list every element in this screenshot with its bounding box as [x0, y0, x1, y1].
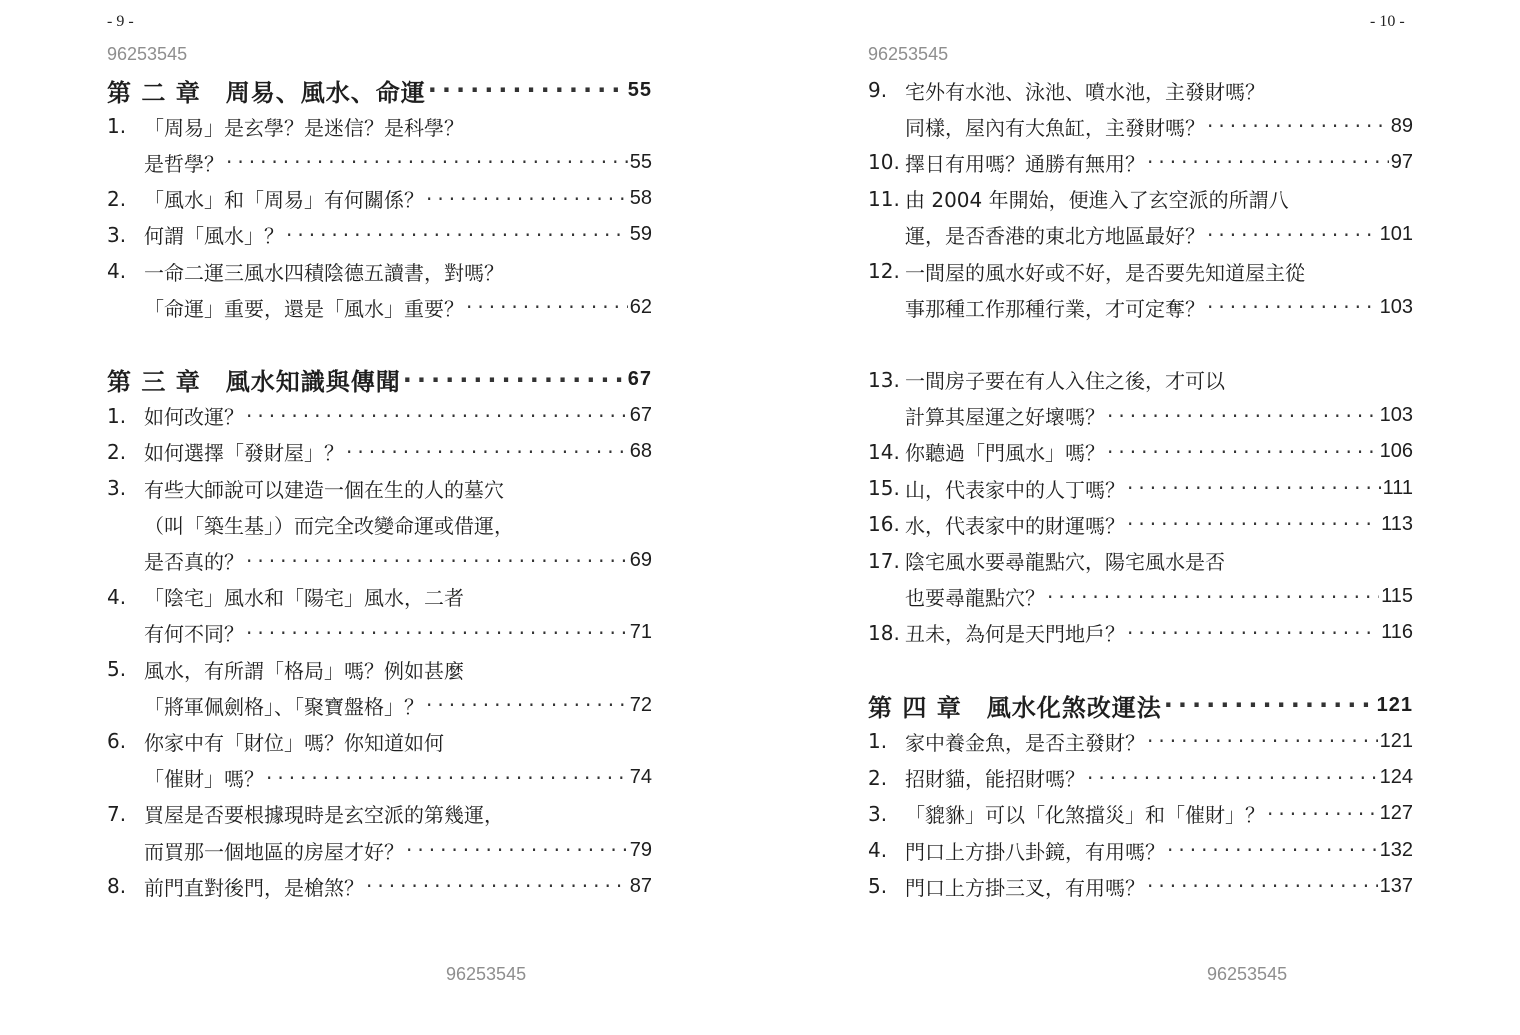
page-ref: 111 — [1382, 476, 1413, 499]
toc-entry — [107, 181, 652, 217]
dot-leader — [403, 366, 626, 394]
dot-leader — [1147, 874, 1378, 898]
entry-text: 山，代表家中的人丁嗎？ — [905, 477, 1125, 502]
page-ref: 103 — [1379, 404, 1413, 427]
entry-text: 由 2004 年開始，便進入了玄空派的所謂八 — [905, 188, 1289, 213]
toc-entry — [868, 615, 1413, 651]
dot-leader — [1107, 404, 1378, 428]
page-ref: 74 — [629, 766, 652, 789]
dot-leader — [366, 874, 628, 898]
dot-leader — [1087, 766, 1378, 790]
entry-text: 運，是否香港的東北方地區最好？ — [905, 224, 1205, 249]
chapter-heading — [107, 72, 652, 108]
entry-text: 有些大師說可以建造一個在生的人的墓穴 — [144, 477, 504, 502]
entry-text: 是否真的？ — [144, 550, 244, 575]
toc-entry — [107, 579, 652, 615]
page-ref: 71 — [629, 621, 652, 644]
entry-text: 計算其屋運之好壞嗎？ — [905, 405, 1105, 430]
toc-entry — [868, 253, 1413, 289]
toc-entry — [107, 651, 652, 687]
entry-number: 1. — [868, 729, 888, 754]
page-ref: 55 — [627, 78, 652, 101]
dot-leader — [1267, 802, 1378, 826]
page-ref: 62 — [629, 295, 652, 318]
dot-leader — [466, 295, 628, 319]
entry-text: 你聽過「門風水」嗎？ — [905, 441, 1105, 466]
entry-text: 一命二運三風水四積陰德五讀書，對嗎？ — [144, 260, 504, 285]
page-ref: 137 — [1379, 874, 1413, 897]
toc-entry — [107, 796, 652, 832]
dot-leader — [286, 223, 628, 247]
dot-leader — [246, 621, 628, 645]
entry-text: （叫「築生基」）而完全改變命運或借運， — [144, 513, 514, 538]
entry-text: 門口上方掛八卦鏡，有用嗎？ — [905, 839, 1165, 864]
dot-leader — [1167, 838, 1378, 862]
page-ref: 89 — [1390, 114, 1413, 137]
page-ref: 127 — [1379, 802, 1413, 825]
entry-text: 你家中有「財位」嗎？你知道如何 — [144, 730, 444, 755]
toc-entry — [868, 470, 1413, 506]
toc-entry — [868, 434, 1413, 470]
entry-text: 而買那一個地區的房屋才好？ — [144, 839, 404, 864]
toc-entry — [868, 796, 1413, 832]
page-ref: 121 — [1376, 693, 1413, 716]
toc-entry — [107, 434, 652, 470]
entry-number: 5. — [868, 874, 888, 899]
entry-text: 家中養金魚，是否主發財？ — [905, 730, 1145, 755]
page-ref: 121 — [1379, 729, 1413, 752]
right-page-number: - 10 - — [1370, 13, 1405, 30]
entry-text: 丑未，為何是天門地戶？ — [905, 622, 1125, 647]
chapter-heading — [107, 362, 652, 398]
page-ref: 115 — [1381, 585, 1413, 608]
entry-text: 「陰宅」風水和「陽宅」風水，二者 — [144, 586, 464, 611]
toc-entry — [868, 72, 1413, 108]
page-ref: 79 — [629, 838, 652, 861]
entry-text: 買屋是否要根據現時是玄空派的第幾運， — [144, 803, 504, 828]
toc-entry — [868, 108, 1413, 144]
dot-leader — [426, 693, 628, 717]
entry-text: 陰宅風水要尋龍點穴，陽宅風水是否 — [905, 550, 1225, 575]
entry-number: 12. — [868, 259, 900, 284]
dot-leader — [1207, 295, 1378, 319]
entry-number: 6. — [107, 729, 127, 754]
dot-leader — [1127, 476, 1381, 500]
dot-leader — [1147, 150, 1389, 174]
entry-number: 4. — [107, 259, 127, 284]
entry-text: 宅外有水池、泳池、噴水池，主發財嗎？ — [905, 79, 1265, 104]
toc-entry — [868, 579, 1413, 615]
entry-number: 7. — [107, 801, 127, 826]
entry-text: 「貔貅」可以「化煞擋災」和「催財」？ — [905, 803, 1265, 828]
entry-text: 同樣，屋內有大魚缸，主發財嗎？ — [905, 115, 1205, 140]
toc-entry — [868, 542, 1413, 578]
dot-leader — [1164, 691, 1375, 719]
toc-entry — [868, 181, 1413, 217]
page-ref: 124 — [1379, 766, 1413, 789]
entry-number: 15. — [868, 476, 900, 501]
entry-text: 事那種工作那種行業，才可定奪？ — [905, 296, 1205, 321]
toc-entry — [868, 760, 1413, 796]
entry-number: 2. — [107, 186, 127, 211]
page-ref: 101 — [1379, 223, 1413, 246]
page-ref: 58 — [629, 187, 652, 210]
right-watermark-bottom: 96253545 — [1207, 964, 1288, 984]
toc-entry — [107, 832, 652, 868]
entry-number: 17. — [868, 548, 900, 573]
entry-number: 4. — [868, 838, 888, 863]
entry-text: 是哲學？ — [144, 151, 224, 176]
toc-entry — [868, 362, 1413, 398]
page-ref: 68 — [629, 440, 652, 463]
entry-number: 5. — [107, 657, 127, 682]
left-page-number: - 9 - — [107, 13, 134, 30]
dot-leader — [1127, 512, 1379, 536]
chapter-title: 第 二 章 周易、風水、命運 — [107, 78, 426, 107]
page-ref: 132 — [1379, 838, 1413, 861]
toc-entry — [107, 217, 652, 253]
entry-text: 「命運」重要，還是「風水」重要？ — [144, 296, 464, 321]
left-watermark-bottom: 96253545 — [446, 964, 527, 984]
entry-number: 18. — [868, 620, 900, 645]
page-ref: 55 — [629, 150, 652, 173]
page-ref: 59 — [629, 223, 652, 246]
entry-text: 「催財」嗎？ — [144, 767, 264, 792]
page-ref: 67 — [627, 368, 652, 391]
page-ref: 72 — [629, 693, 652, 716]
dot-leader — [406, 838, 628, 862]
page-ref: 67 — [629, 404, 652, 427]
entry-number: 8. — [107, 874, 127, 899]
toc-entry — [107, 687, 652, 723]
page-ref: 69 — [629, 549, 652, 572]
toc-entry — [868, 398, 1413, 434]
entry-text: 如何選擇「發財屋」？ — [144, 441, 344, 466]
entry-text: 「風水」和「周易」有何關係？ — [144, 188, 424, 213]
entry-text: 一間屋的風水好或不好，是否要先知道屋主從 — [905, 260, 1305, 285]
right-watermark-top: 96253545 — [868, 44, 949, 64]
page-ref: 87 — [629, 874, 652, 897]
dot-leader — [1127, 621, 1379, 645]
entry-text: 一間房子要在有人入住之後，才可以 — [905, 369, 1225, 394]
entry-text: 有何不同？ — [144, 622, 244, 647]
toc-entry — [107, 108, 652, 144]
spacer — [868, 651, 1413, 687]
entry-number: 3. — [107, 476, 127, 501]
dot-leader — [246, 404, 628, 428]
entry-text: 「將軍佩劍格」、「聚寶盤格」？ — [144, 694, 424, 719]
toc-entry — [107, 398, 652, 434]
page-ref: 103 — [1379, 295, 1413, 318]
toc-entry — [107, 615, 652, 651]
left-watermark-top: 96253545 — [107, 44, 188, 64]
dot-leader — [246, 549, 628, 573]
entry-text: 擇日有用嗎？通勝有無用？ — [905, 151, 1145, 176]
left-toc-column — [107, 72, 652, 904]
entry-number: 1. — [107, 114, 127, 139]
entry-text: 水，代表家中的財運嗎？ — [905, 513, 1125, 538]
entry-text: 門口上方掛三叉，有用嗎？ — [905, 875, 1145, 900]
dot-leader — [266, 766, 628, 790]
entry-text: 「周易」是玄學？是迷信？是科學？ — [144, 115, 464, 140]
right-toc-column — [868, 72, 1413, 904]
dot-leader — [226, 150, 628, 174]
dot-leader — [426, 187, 628, 211]
entry-text: 也要尋龍點穴？ — [905, 586, 1045, 611]
entry-text: 前門直對後門，是槍煞？ — [144, 875, 364, 900]
toc-entry — [868, 868, 1413, 904]
toc-entry — [107, 542, 652, 578]
page-ref: 113 — [1381, 512, 1413, 535]
entry-number: 3. — [868, 801, 888, 826]
entry-number: 11. — [868, 186, 900, 211]
toc-entry — [107, 506, 652, 542]
page-ref: 116 — [1381, 621, 1413, 644]
toc-entry — [868, 832, 1413, 868]
toc-entry — [868, 144, 1413, 180]
toc-entry — [107, 253, 652, 289]
page-ref: 106 — [1379, 440, 1413, 463]
dot-leader — [1147, 729, 1378, 753]
toc-entry — [868, 217, 1413, 253]
toc-entry — [868, 723, 1413, 759]
toc-entry — [868, 506, 1413, 542]
dot-leader — [1207, 114, 1389, 138]
entry-number: 2. — [107, 439, 127, 464]
entry-number: 1. — [107, 403, 127, 428]
spacer — [868, 325, 1413, 361]
dot-leader — [1107, 440, 1378, 464]
toc-entry — [107, 144, 652, 180]
dot-leader — [346, 440, 628, 464]
entry-number: 16. — [868, 512, 900, 537]
entry-text: 何謂「風水」？ — [144, 224, 284, 249]
chapter-heading — [868, 687, 1413, 723]
entry-number: 13. — [868, 367, 900, 392]
dot-leader — [428, 76, 626, 104]
chapter-title: 第 四 章 風水化煞改運法 — [868, 693, 1162, 722]
entry-text: 招財貓，能招財嗎？ — [905, 767, 1085, 792]
toc-entry — [107, 470, 652, 506]
entry-text: 如何改運？ — [144, 405, 244, 430]
dot-leader — [1047, 585, 1379, 609]
entry-text: 風水，有所謂「格局」嗎？例如甚麼 — [144, 658, 464, 683]
toc-entry — [107, 868, 652, 904]
entry-number: 3. — [107, 222, 127, 247]
entry-number: 10. — [868, 150, 900, 175]
spacer — [107, 325, 652, 361]
page-ref: 97 — [1390, 150, 1413, 173]
entry-number: 14. — [868, 439, 900, 464]
chapter-title: 第 三 章 風水知識與傳聞 — [107, 368, 401, 397]
toc-entry — [868, 289, 1413, 325]
entry-number: 4. — [107, 584, 127, 609]
entry-number: 9. — [868, 78, 888, 103]
toc-entry — [107, 289, 652, 325]
dot-leader — [1207, 223, 1378, 247]
toc-entry — [107, 723, 652, 759]
toc-entry — [107, 760, 652, 796]
entry-number: 2. — [868, 765, 888, 790]
